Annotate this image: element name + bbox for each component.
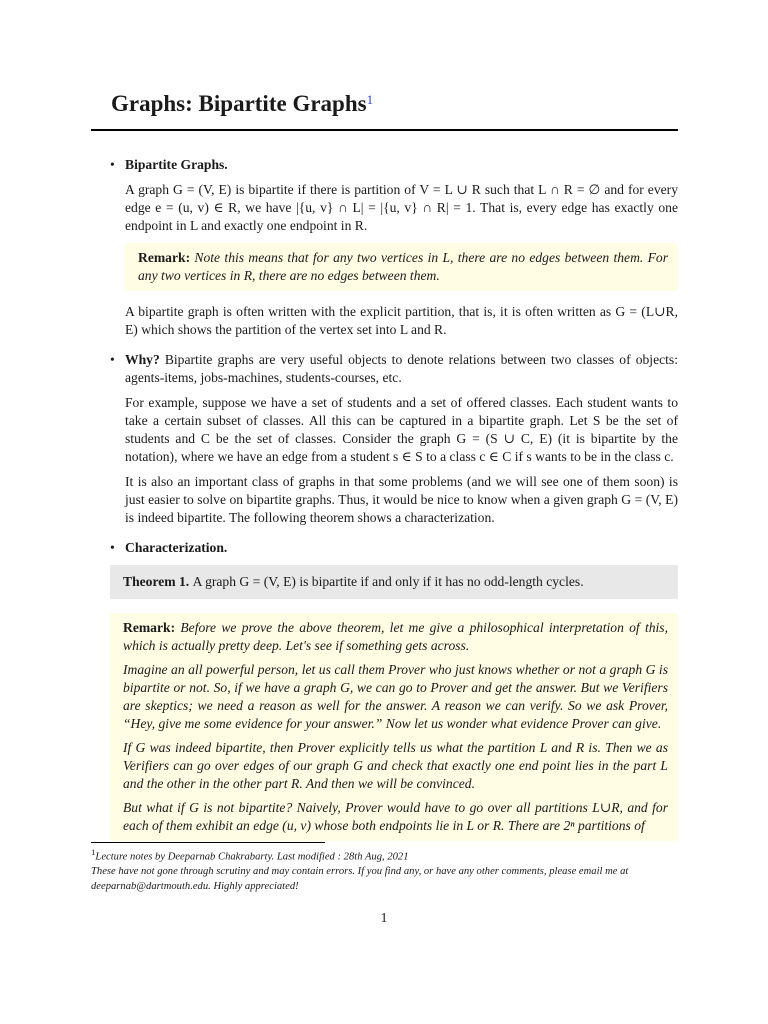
remark-label: Remark: (138, 250, 191, 265)
footnote-line: These have not gone through scrutiny and may contain errors. If you find any, or have any other comments, please email me at deeparnab@dartmouth.edu. Highly appreciated! (91, 866, 629, 892)
footnote (91, 845, 678, 894)
theorem-text: A graph G = (V, E) is bipartite if and only if it has no odd-length cycles. (192, 574, 584, 589)
footnote-rule (91, 842, 325, 843)
title-rule (91, 129, 678, 131)
section-title: • Characterization. (125, 540, 228, 555)
section-why (110, 351, 678, 527)
section-characterization (110, 539, 678, 557)
remark-label: Remark: (123, 620, 176, 635)
footnote-line: Lecture notes by Deeparnab Chakrabarty. Last modified : 28th Aug, 2021 (95, 851, 409, 863)
definition-paragraph: A graph G = (V, E) is bipartite if there is partition of V = L ∪ R such that L ∩ R = ∅ and for every edge e = (u, v) ∈ R, we have |{u, v} ∩ L| = |{u, v} ∩ R| = 1. That is, every edge has exactly one endpoint in L and exactly one endpoint in R. (125, 182, 678, 233)
footnote-number: 1 (91, 847, 96, 857)
remark-text: Before we prove the above theorem, let me give a philosophical interpretation of this, which is actually pretty deep. Let's see if something gets across. (123, 620, 668, 653)
section-title: Why? (125, 352, 160, 367)
remark-paragraph: But what if G is not bipartite? Naively, Prover would have to go over all partitions L∪R, and for each of them exhibit an edge (u, v) whose both endpoints lie in L or R. There are 2ⁿ partitions of (123, 800, 668, 833)
remark-text: Note this means that for any two vertices in L, there are no edges between them. For any two vertices in R, there are no edges between them. (138, 250, 668, 283)
example-paragraph: For example, suppose we have a set of students and a set of offered classes. Each student wants to take a certain subset of classes. All this can be captured in a bipartite graph. Let S be the set of students and C be the set of classes. Consider the graph G = (S ∪ C, E) (it is bipartite by the notation), where we have an edge from a student s ∈ S to a class c ∈ C if s wants to be in the class c. (125, 395, 678, 464)
remark-paragraph: If G was indeed bipartite, then Prover explicitly tells us what the partition L and R is. Then we as Verifiers can go over edges of our graph G and check that exactly one end point lies in the part L and the other in the other part R. And then we will be convinced. (123, 740, 668, 791)
section-title: • Bipartite Graphs. (125, 157, 228, 172)
remark-paragraph: Imagine an all powerful person, let us call them Prover who just knows whether or not a graph G is bipartite or not. So, if we have a graph G, we can go to Prover and get the answer. But we Verifiers are skeptics; we need a reason as well for the answer. A reason we can verify. So we ask Prover, “Hey, give me some evidence for your answer.” Now let us wonder what evidence Prover can give. (123, 662, 668, 731)
theorem-label: Theorem 1. (123, 574, 190, 589)
page-number: 1 (380, 910, 388, 925)
why-paragraph: Bipartite graphs are very useful objects to denote relations between two classes of objects: agents-items, jobs-machines, students-courses, etc. (125, 352, 678, 385)
importance-paragraph: It is also an important class of graphs in that some problems (and we will see one of them soon) is just easier to solve on bipartite graphs. Thus, it would be nice to know when a given graph G = (V, E) is indeed bipartite. The following theorem shows a characterization. (125, 474, 678, 525)
partition-paragraph: A bipartite graph is often written with the explicit partition, that is, it is often written as G = (L∪R, E) which shows the partition of the vertex set into L and R. (125, 304, 678, 337)
title-text: Graphs: Bipartite Graphs (111, 91, 367, 116)
theorem-box (110, 565, 678, 599)
main-content (110, 156, 678, 853)
footnote-marker[interactable]: 1 (366, 92, 374, 107)
section-bipartite-graphs (110, 156, 678, 339)
page-title (111, 88, 373, 120)
remark-box (125, 243, 678, 291)
remark-box-philosophical (110, 613, 678, 841)
